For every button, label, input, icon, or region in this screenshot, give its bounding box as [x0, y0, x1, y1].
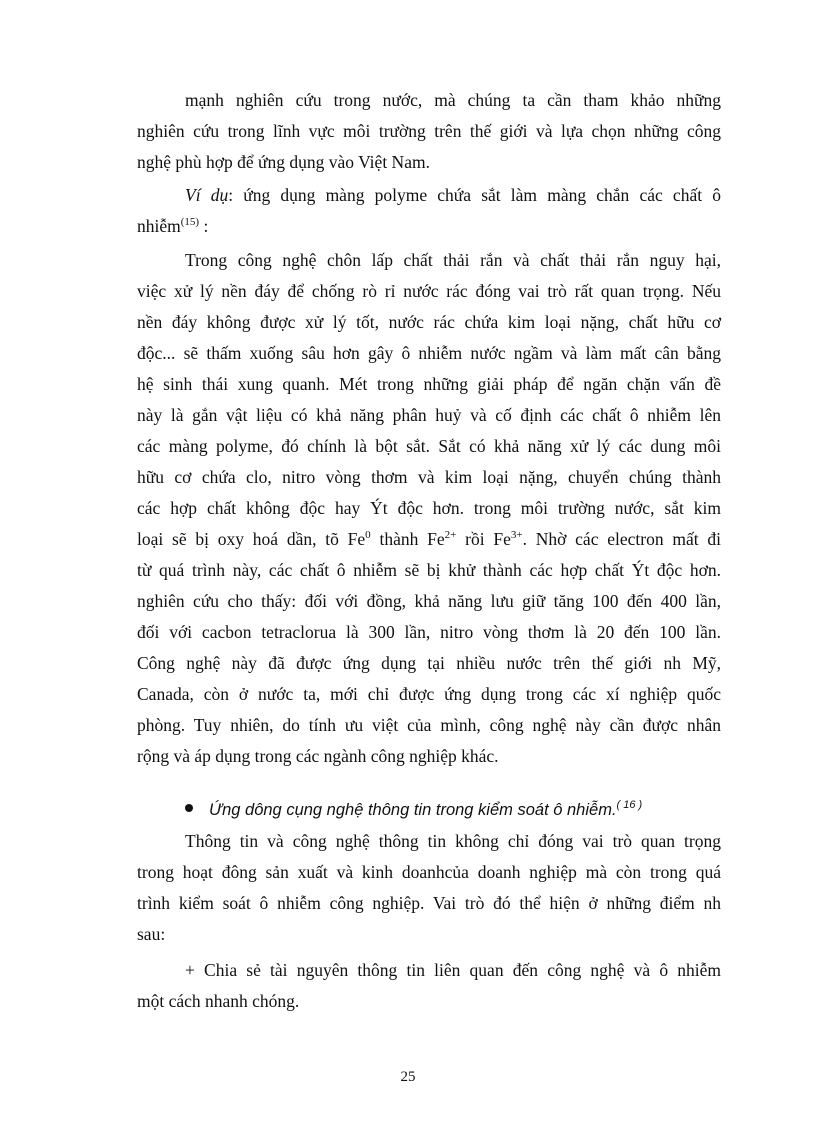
- paragraph-landfill: [137, 245, 721, 772]
- text-line: Thông tin và công nghệ thông tin không chỉ đóng vai trò quan trọng: [185, 831, 721, 851]
- text-line: + Chia sẻ tài nguyên thông tin liên quan đến công nghệ và ô nhiễm: [185, 960, 721, 980]
- superscript: 3+: [510, 529, 523, 541]
- text-line: phòng. Tuy nhiên, do tính ưu việt của mình, công nghệ này cần được nhân: [137, 715, 721, 735]
- text-line: [185, 795, 725, 826]
- paragraph-intro: [137, 85, 721, 178]
- text-line: từ quá trình này, các chất ô nhiễm sẽ bị khử thành các hợp chất Ýt độc hơn.: [137, 560, 721, 580]
- text-line: nghệ phù hợp để ứng dụng vào Việt Nam.: [137, 152, 430, 172]
- bullet-dot-icon: [185, 804, 193, 812]
- text-line: một cách nhanh chóng.: [137, 991, 300, 1011]
- text-line: trình kiểm soát ô nhiễm công nghiệp. Vai trò đó thể hiện ở những điểm nh: [137, 893, 721, 913]
- text-line: mạnh nghiên cứu trong nước, mà chúng ta cần tham khảo những: [185, 90, 721, 110]
- bullet-text: Ứng dông cụng nghệ thông tin trong kiểm soát ô nhiễm.: [209, 801, 617, 819]
- example-label: Ví dụ: [185, 185, 229, 205]
- superscript: 2+: [444, 529, 457, 541]
- text-fragment: rồi Fe: [456, 529, 511, 549]
- text-line: [137, 211, 721, 242]
- text-line: độc... sẽ thấm xuống sâu hơn gây ô nhiễm nước ngầm và làm mất cân bằng: [137, 343, 721, 363]
- text-line: hệ sinh thái xung quanh. Mét trong những giải pháp để ngăn chặn vấn đề: [137, 374, 721, 394]
- text-fragment: . Nhờ các electron mất đi: [522, 529, 722, 549]
- text-line: việc xử lý nền đáy để chống rò rỉ nước rác đóng vai trò rất quan trọng. Nếu: [137, 281, 721, 301]
- text-line: Canada, còn ở nước ta, mới chỉ được ứng dụng trong các xí nghiệp quốc: [137, 684, 721, 704]
- text-line: nghiên cứu trong lĩnh vực môi trường trên thế giới và lựa chọn những công: [137, 121, 721, 141]
- text-line: [137, 524, 721, 555]
- reference-marker: (15): [180, 216, 200, 228]
- text-fragment: loại sẽ bị oxy hoá dần, tõ Fe: [137, 529, 366, 549]
- text-line: sau:: [137, 924, 166, 944]
- page-number: 25: [400, 1069, 416, 1085]
- bullet-heading: [185, 795, 725, 826]
- text-line: [137, 180, 721, 211]
- text-fragment: :: [199, 216, 209, 236]
- example-text: : ứng dụng màng polyme chứa sắt làm màng chắn các chất ô: [228, 185, 721, 205]
- text-line: hữu cơ chứa clo, nitro vòng thơm và kim loại nặng, chuyển chúng thành: [137, 467, 721, 487]
- text-line: trong hoạt đông sản xuất và kinh doanhcủa doanh nghiệp mà còn trong quá: [137, 862, 721, 882]
- text-line: nền đáy không được xử lý tốt, nước rác chứa kim loại nặng, chất hữu cơ: [137, 312, 721, 332]
- text-line: các hợp chất không độc hay Ýt độc hơn. trong môi trường nước, sắt kim: [137, 498, 721, 518]
- reference-marker: ( 16 ): [616, 799, 643, 811]
- superscript: 0: [365, 529, 371, 541]
- text-fragment: nhiễm: [137, 216, 181, 236]
- paragraph-example: [137, 180, 721, 242]
- text-line: này là gắn vật liệu có khả năng phân huỷ và cố định các chất ô nhiễm lên: [137, 405, 721, 425]
- text-line: Trong công nghệ chôn lấp chất thải rắn và chất thải rắn nguy hại,: [185, 250, 721, 270]
- paragraph-sharing: [137, 955, 721, 1017]
- text-line: đối với cacbon tetraclorua là 300 lần, nitro vòng thơm là 20 đến 100 lần.: [137, 622, 721, 642]
- text-line: nghiên cứu cho thấy: đối với đồng, khả năng lưu giữ tăng 100 đến 400 lần,: [137, 591, 721, 611]
- text-fragment: thành Fe: [370, 529, 445, 549]
- text-line: các màng polyme, đó chính là bột sắt. Sắt có khả năng xử lý các dung môi: [137, 436, 721, 456]
- text-line: rộng và áp dụng trong các ngành công nghiệp khác.: [137, 746, 499, 766]
- text-line: Công nghệ này đã được ứng dụng tại nhiều nước trên thế giới nh Mỹ,: [137, 653, 721, 673]
- paragraph-it-role: [137, 826, 721, 950]
